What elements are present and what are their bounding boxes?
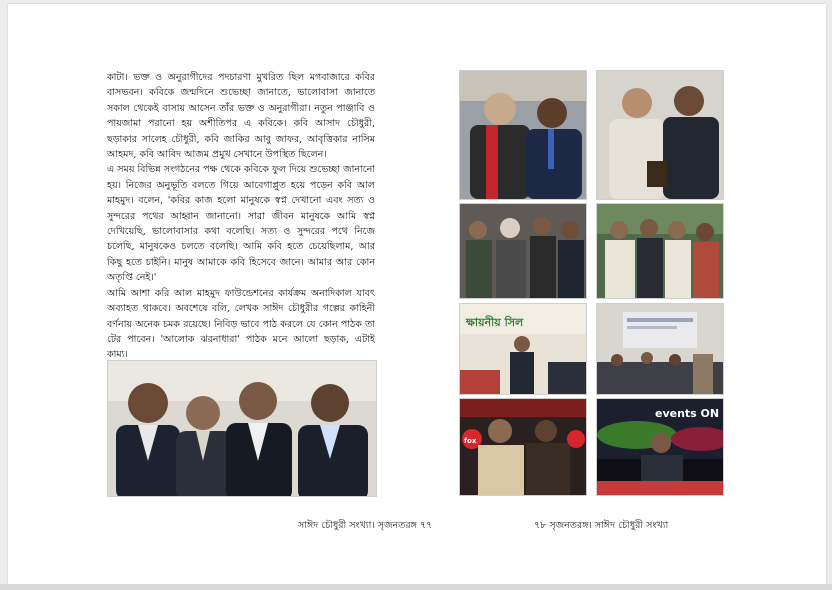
photo-fox-news-two-men [459,398,587,496]
paragraph-1: কাটা। ভক্ত ও অনুরাগীদের পদচারণা মুখরিত ছিল মগবাজারে কবির বাসভবন। কবিকে জন্মদিনে শুভেচ্ছা জানাতে, ভালোবাসা জানাতে সকাল থেকেই বাসায় আসেন তাঁর ভক্ত ও অনুরাগীরা। নতুন পাঞ্জাবি ও পায়জামা পরানো হয় অশীতিপর এ কবিকে। কবি আসাদ চৌধুরী, ছড়াকার সালেহ চৌধুরী, কবি জাকির আবু জাফর, আবৃত্তিকার নাসিম আহমদ, কবি আবিদ আজম প্রমুখ সেখানে উপস্থিত ছিলেন। [107,72,375,161]
photo-four-men-event [596,203,724,299]
banner-text: ক্ষায়নীয় সিল [466,316,524,329]
photo-stage-speaker [459,303,587,395]
events-on-screen-text: events ON [655,407,720,420]
photo-group-gathering [459,203,587,299]
left-page-footer: সাঈদ চৌধুরী সংখ্যা। সৃজনতরঙ্গ ৭৭ [298,520,433,531]
paragraph-3: আমি আশা করি আল মাহমুদ ফাউন্ডেশনের কার্যক্রম অনাদিকাল যাবৎ অব্যাহত থাকবে। অবশেষে বলি, লেখক সাঈদ চৌধুরীর গল্পের কাহিনী বর্ণনায় অনেক চমক রয়েছে। নিবিড় ভাবে পাঠ করলে যে কোন পাঠক তা টের পাবেন। 'আলোক ঝরনাধারা' পাঠক মনে আলো ছড়াক, এটাই কাম্য। [107,287,375,361]
fox-logo-text-1: fox [464,437,477,445]
right-page-footer: ৭৮ সৃজনতরঙ্গ। সাঈদ চৌধুরী সংখ্যা [534,520,669,531]
photo-tv-studio [596,398,724,496]
article-body [107,70,375,363]
viewer-bottom-edge [0,584,832,590]
photo-conference-hall [596,303,724,395]
group-photo-four-men [107,360,377,497]
photo-two-men-red-scarf [459,70,587,200]
paragraph-2: এ সময় বিভিন্ন সংগঠনের পক্ষ থেকে কবিকে ফুল দিয়ে শুভেচ্ছা জানানো হয়। নিজের অনুভূতি বলতে গিয়ে আবেগাপ্লুত হয়ে পড়েন কবি আল মাহমুদ। বলেন, 'কবির কাজ হলো মানুষকে স্বপ্ন দেখানো এবং সত্য ও সুন্দরের পথের আহ্বান জানানো। সারা জীবন মানুষকে আমি স্বপ্ন দেখিয়েছি, ভালোবাসার কথা বলেছি। সত্য ও সুন্দরের পথে নিজে চলেছি, মানুষকেও চলতে বলেছি। আমি কবি হতে চেয়েছিলাম, আর কিছু হতে চাইনি। মানুষ আমাকে কবি হিসেবে জানে। আমার আর কোন অতৃপ্তি নেই।' [107,164,375,284]
photo-book-handover [596,70,724,200]
